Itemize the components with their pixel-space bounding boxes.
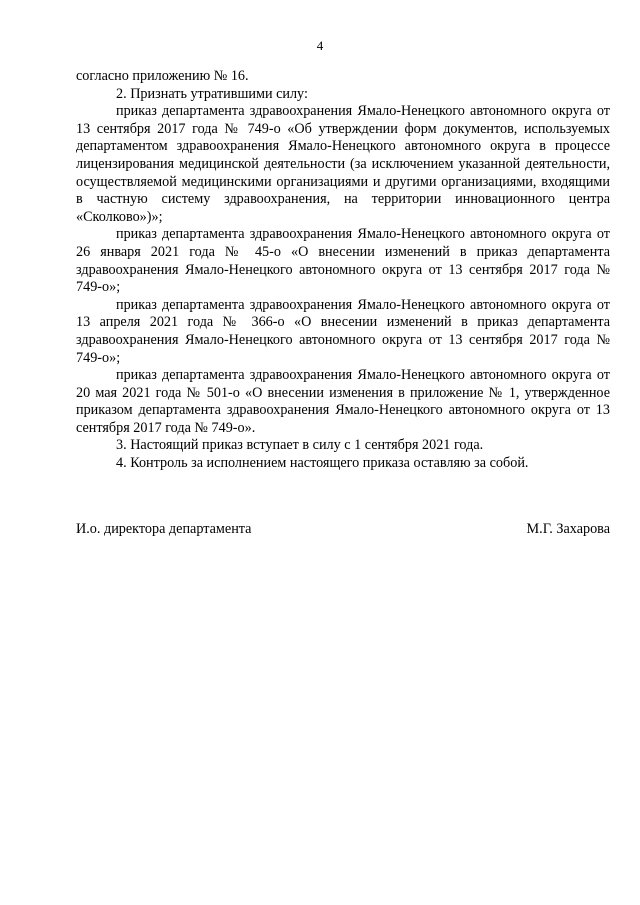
paragraph-continuation: согласно приложению № 16. xyxy=(76,68,249,84)
paragraph-item-3: 3. Настоящий приказ вступает в силу с 1 сентября 2021 года. xyxy=(116,437,484,454)
paragraph-repealed-order-501: приказ департамента здравоохранения Ямало-Ненецкого автономного округа от 20 мая 2021 года № 501-о «О внесении изменения в приложение № 1, утвержденное приказом департамента здравоохранения Ямало-Ненецкого автономного округа от 13 сентября 2017 года № 749-о». xyxy=(76,367,610,436)
paragraph-item-4: 4. Контроль за исполнением настоящего приказа оставляю за собой. xyxy=(116,455,529,472)
paragraph-repealed-order-45: приказ департамента здравоохранения Ямало-Ненецкого автономного округа от 26 января 2021 года № 45-о «О внесении изменений в приказ департамента здравоохранения Ямало-Ненецкого автономного округа от 13 сентября 2017 года № 749-о»; xyxy=(76,226,610,296)
signatory-position: И.о. директора департамента xyxy=(76,521,252,537)
page-number: 4 xyxy=(316,38,324,53)
document-body xyxy=(76,68,610,473)
paragraph-item-2: 2. Признать утратившими силу: xyxy=(116,85,308,102)
paragraph-repealed-order-749: приказ департамента здравоохранения Ямало-Ненецкого автономного округа от 13 сентября 2017 года № 749-о «Об утверждении форм документов, используемых департаментом здравоохранения Ямало-Ненецкого автономного округа в процессе лицензирования медицинской деятельности (за исключением указанной деятельности, осуществляемой медицинскими организациями и другими организациями, входящими в частную систему здравоохранения, на территории инновационного центра «Сколково»)»; xyxy=(76,103,610,225)
signatory-name: М.Г. Захарова xyxy=(526,521,610,537)
signature-block xyxy=(76,520,610,538)
paragraph-repealed-order-366: приказ департамента здравоохранения Ямало-Ненецкого автономного округа от 13 апреля 2021 года № 366-о «О внесении изменений в приказ департамента здравоохранения Ямало-Ненецкого автономного округа от 13 сентября 2017 года № 749-о»; xyxy=(76,296,610,366)
